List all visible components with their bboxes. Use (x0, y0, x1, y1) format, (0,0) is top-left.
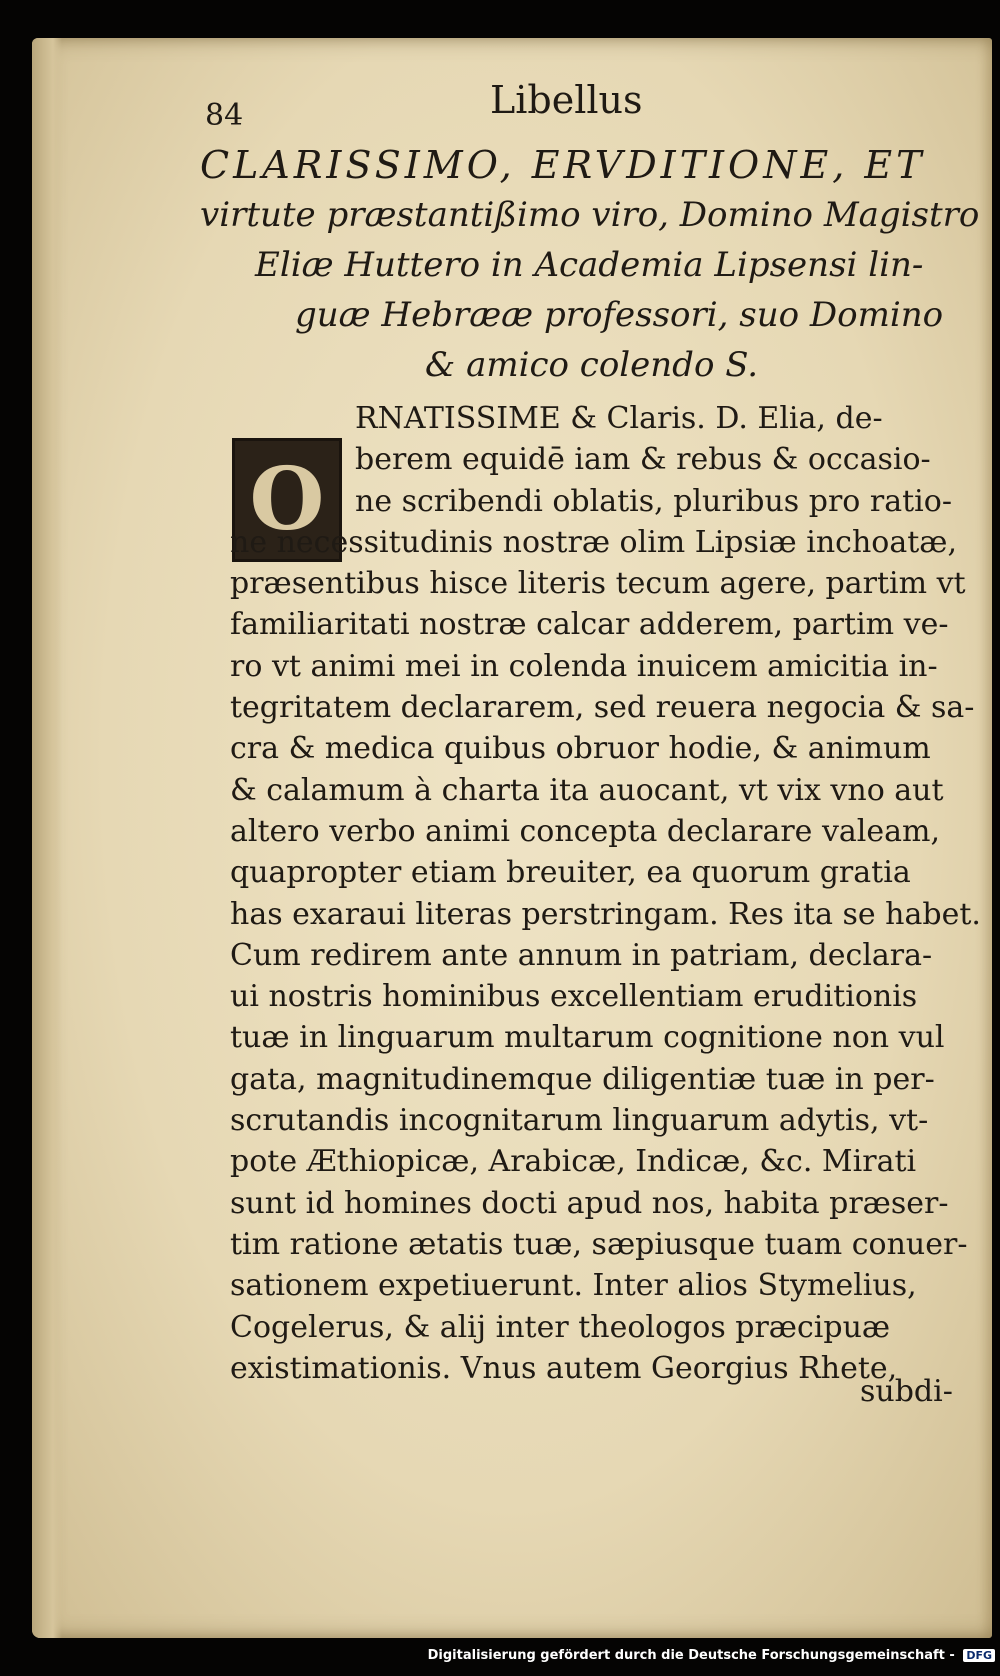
body-line: sationem expetiuerunt. Inter alios Stymelius, (230, 1268, 917, 1304)
body-line: Cum redirem ante annum in patriam, declara- (230, 937, 933, 973)
body-line: familiaritati nostræ calcar adderem, partim ve- (230, 607, 949, 643)
body-line: ro vt animi mei in colenda inuicem amicitia in- (230, 648, 938, 684)
body-line: sunt id homines docti apud nos, habita præser- (230, 1185, 949, 1221)
digitization-credit (0, 1648, 995, 1663)
body-line: tuæ in linguarum multarum cognitione non vul (230, 1020, 945, 1056)
body-line: gata, magnitudinemque diligentiæ tuæ in per- (230, 1061, 935, 1097)
heading-line: & amico colendo S. (425, 345, 759, 385)
body-line: & calamum à charta ita auocant, vt vix vno aut (230, 772, 944, 808)
dfg-logo: DFG (963, 1649, 995, 1662)
heading-line: CLARISSIMO, ERVDITIONE, ET (200, 143, 926, 187)
catchword: subdi- (860, 1374, 953, 1409)
page-gutter-shadow (32, 38, 62, 1638)
body-line: altero verbo animi concepta declarare valeam, (230, 813, 941, 849)
body-line: ui nostris hominibus excellentiam eruditionis (230, 979, 918, 1015)
running-title: Libellus (490, 78, 643, 122)
body-line: Cogelerus, & alij inter theologos præcipuæ (230, 1309, 891, 1345)
body-line: ne necessitudinis nostræ olim Lipsiæ inchoatæ, (230, 524, 958, 560)
heading-line: virtute præstantißimo viro, Domino Magistro (200, 195, 980, 235)
body-line: pote Æthiopicæ, Arabicæ, Indicæ, &c. Mirati (230, 1144, 917, 1180)
credit-text: Digitalisierung gefördert durch die Deutsche Forschungsgemeinschaft - (427, 1648, 955, 1663)
body-line: cra & medica quibus obruor hodie, & animum (230, 731, 931, 767)
body-line: tegritatem declararem, sed reuera negocia & sa- (230, 690, 975, 726)
body-line: præsentibus hisce literis tecum agere, partim vt (230, 566, 966, 602)
heading-line: guæ Hebrææ professori, suo Domino (295, 295, 944, 335)
heading-line: Eliæ Huttero in Academia Lipsensi lin- (255, 245, 924, 285)
body-line: ne scribendi oblatis, pluribus pro ratio- (355, 483, 952, 519)
body-line: RNATISSIME & Claris. D. Elia, de- (355, 401, 883, 436)
letter-body (230, 398, 981, 1389)
body-line: has exaraui literas perstringam. Res ita se habet. (230, 896, 981, 932)
body-line: existimationis. Vnus autem Georgius Rhete, (230, 1350, 898, 1386)
body-line: quapropter etiam breuiter, ea quorum gratia (230, 855, 911, 891)
body-line: scrutandis incognitarum linguarum adytis, vt- (230, 1103, 929, 1139)
page-number: 84 (205, 98, 244, 133)
body-line: berem equidē iam & rebus & occasio- (355, 442, 931, 478)
letter-heading (200, 140, 980, 390)
body-line: tim ratione ætatis tuæ, sæpiusque tuam conuer- (230, 1226, 968, 1262)
initial-letter: O (249, 449, 325, 550)
